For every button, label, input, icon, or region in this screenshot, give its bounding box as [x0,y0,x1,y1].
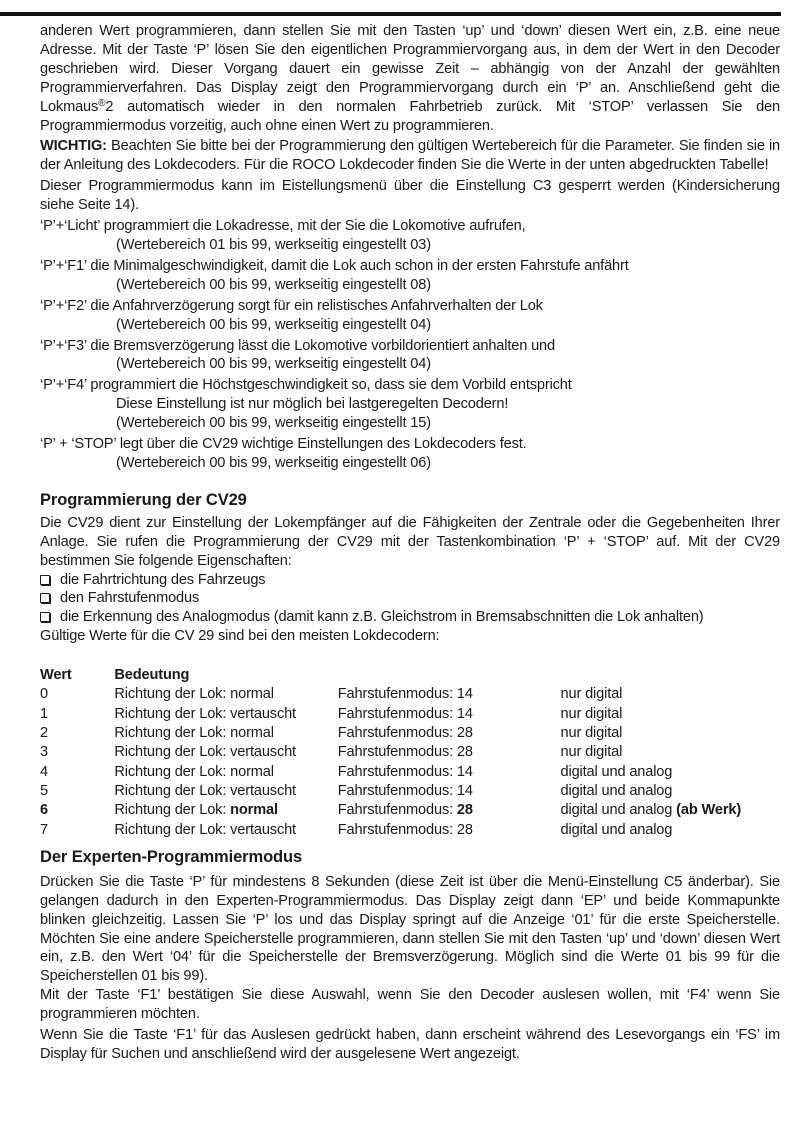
cv29-values-intro: Gültige Werte für die CV 29 sind bei den meisten Lokdecodern: [40,628,440,645]
section-heading-cv29: Programmierung der CV29 [40,490,247,509]
modus-value: digital und analog [560,802,677,819]
cell-modus [561,821,780,840]
key-combo-note: (Wertebereich 00 bis 99, werkseitig eingestellt 04) [116,356,431,373]
checklist-item-text: die Erkennung des Analogmodus (damit kann z.B. Gleichstrom in Bremsabschnitten die Lok anhalten) [60,609,704,626]
stufen-value: 14 [456,782,473,799]
stufen-value: 28 [456,821,473,838]
modus-value: nur digital [560,744,623,761]
checklist-item [40,571,780,590]
key-combo-list [40,217,780,473]
intro-paragraph [40,22,780,135]
key-combo-note: Diese Einstellung ist nur möglich bei lastgeregelten Decodern! [116,396,509,413]
checkbox-icon [40,593,50,603]
key-combo-note: (Wertebereich 00 bis 99, werkseitig eingestellt 04) [116,316,431,333]
modus-value: digital und analog [560,782,673,799]
cell-wert: 7 [40,821,48,838]
cell-wert: 2 [40,725,48,742]
stufen-label: Fahrstufenmodus: [337,705,457,722]
cell-modus [561,743,780,762]
richtung-value: vertauscht [230,821,296,838]
checkbox-icon [40,612,50,622]
modus-value: digital und analog [560,821,673,838]
checklist-item-text: den Fahrstufenmodus [60,590,200,607]
table-row-default [40,801,780,820]
stufen-label: Fahrstufenmodus: [337,763,457,780]
stufen-label: Fahrstufenmodus: [337,725,457,742]
key-combo-note: (Wertebereich 00 bis 99, werkseitig eingestellt 15) [116,415,431,432]
warning-label: WICHTIG: [40,138,107,155]
stufen-value: 14 [456,705,473,722]
key-combo-licht: ‘P’+‘Licht’ programmiert die Lokadresse, mit der Sie die Lokomotive aufrufen, [40,218,526,235]
column-header-empty [338,666,561,685]
richtung-label: Richtung der Lok: [114,782,231,799]
cell-fahrstufen [338,763,561,782]
cell-richtung [114,685,337,704]
stufen-value: 14 [456,763,473,780]
cell-fahrstufen [338,782,561,801]
key-combo-note: (Wertebereich 00 bis 99, werkseitig eingestellt 06) [116,454,431,471]
checklist-item-text: die Fahrtrichtung des Fahrzeugs [60,571,266,588]
table-row [40,763,780,782]
warning-paragraph [40,137,780,175]
column-header-wert: Wert [40,667,72,684]
richtung-label: Richtung der Lok: [114,725,231,742]
cell-fahrstufen [338,743,561,762]
table-row [40,743,780,762]
stufen-label: Fahrstufenmodus: [337,802,457,819]
cell-fahrstufen [338,821,561,840]
manual-page [40,22,780,1064]
cv29-checklist [40,571,780,628]
cv29-values-table [40,666,780,840]
cell-modus [561,685,780,704]
cell-wert: 1 [40,705,48,722]
cell-richtung [114,801,337,820]
cell-wert: 0 [40,686,48,703]
table-header-row [40,666,780,685]
modus-value: nur digital [560,686,623,703]
cell-modus [561,763,780,782]
table-row [40,685,780,704]
stufen-label: Fahrstufenmodus: [337,782,457,799]
key-combo-note: (Wertebereich 01 bis 99, werkseitig eingestellt 03) [116,236,431,253]
stufen-label: Fahrstufenmodus: [337,686,457,703]
cell-fahrstufen [338,801,561,820]
cell-modus [561,705,780,724]
warning-text: Beachten Sie bitte bei der Programmierung den gültigen Wertebereich für die Parameter. Sie finden sie in der Anleitung des Lokdecoders. Für die ROCO Lokdecoder finden Sie die Werte in der unten abgedruckten Tabelle! [40,138,780,174]
cell-wert: 6 [40,802,48,819]
key-combo-f2: ‘P’+‘F2’ die Anfahrverzögerung sorgt für ein relistisches Anfahrverhalten der Lok [40,297,543,314]
cell-richtung [114,724,337,743]
cell-modus [561,724,780,743]
cell-richtung [114,705,337,724]
section-heading-expert: Der Experten-Programmiermodus [40,847,303,866]
checklist-item [40,608,780,627]
checklist-item [40,589,780,608]
expert-paragraph-2: Mit der Taste ‘F1’ bestätigen Sie diese Auswahl, wenn Sie den Decoder auslesen wollen, mit ‘F4’ wenn Sie programmieren möchten. [40,987,780,1023]
stufen-label: Fahrstufenmodus: [337,744,457,761]
intro-text-b: 2 automatisch wieder in den normalen Fahrbetrieb zurück. Mit ‘STOP’ verlassen Sie den Programmiermodus vorzeitig, auch ohne einen Wert zu programmieren. [40,98,780,134]
table-row [40,821,780,840]
top-rule [0,12,781,16]
stufen-value: 14 [456,686,473,703]
factory-default-note: (ab Werk) [676,802,742,819]
richtung-value: vertauscht [230,782,296,799]
cell-wert: 4 [40,763,48,780]
richtung-label: Richtung der Lok: [114,763,231,780]
key-combo-f3: ‘P’+‘F3’ die Bremsverzögerung lässt die Lokomotive vorbildorientiert anhalten und [40,337,555,354]
stufen-label: Fahrstufenmodus: [337,821,457,838]
richtung-value: normal [230,802,278,819]
richtung-label: Richtung der Lok: [114,821,231,838]
cv29-intro: Die CV29 dient zur Einstellung der Lokempfänger auf die Fähigkeiten der Zentrale oder die Gegebenheiten Ihrer Anlage. Sie rufen die Programmierung der CV29 mit der Tastenkombination ‘P’ + ‘STOP’ auf. Mit der CV29 bestimmen Sie folgende Eigenschaften: [40,514,780,569]
modus-value: digital und analog [560,763,673,780]
cell-modus [561,801,780,820]
table-row [40,724,780,743]
stufen-value: 28 [456,802,473,819]
cell-richtung [114,763,337,782]
cell-wert: 5 [40,782,48,799]
stufen-value: 28 [456,725,473,742]
cell-fahrstufen [338,685,561,704]
expert-paragraph-3: Wenn Sie die Taste ‘F1’ für das Auslesen gedrückt haben, dann erscheint während des Lesevorgangs ein ‘FS’ im Display für Suchen und anschließend wird der ausgelesene Wert angezeigt. [40,1027,780,1063]
cell-fahrstufen [338,724,561,743]
cell-richtung [114,821,337,840]
key-combo-stop: ‘P’ + ‘STOP’ legt über die CV29 wichtige Einstellungen des Lokdecoders fest. [40,436,527,453]
modus-value: nur digital [560,725,623,742]
cell-wert: 3 [40,744,48,761]
key-combo-f4: ‘P’+‘F4’ programmiert die Höchstgeschwindigkeit so, dass sie dem Vorbild entspricht [40,377,572,394]
richtung-label: Richtung der Lok: [114,744,231,761]
key-combo-f1: ‘P’+‘F1’ die Minimalgeschwindigkeit, damit die Lok auch schon in der ersten Fahrstufe anfährt [40,257,629,274]
column-header-empty [561,666,780,685]
stufen-value: 28 [456,744,473,761]
lock-note: Dieser Programmiermodus kann im Eistellungsmenü über die Einstellung C3 gesperrt werden (Kindersicherung siehe Seite 14). [40,178,780,214]
cell-fahrstufen [338,705,561,724]
checkbox-icon [40,575,50,585]
richtung-value: vertauscht [230,705,296,722]
richtung-value: normal [230,725,274,742]
richtung-value: normal [230,763,274,780]
richtung-label: Richtung der Lok: [114,705,231,722]
cell-richtung [114,743,337,762]
key-combo-note: (Wertebereich 00 bis 99, werkseitig eingestellt 08) [116,276,431,293]
column-header-bedeutung: Bedeutung [114,667,190,684]
cell-modus [561,782,780,801]
cell-richtung [114,782,337,801]
richtung-value: normal [230,686,274,703]
table-row [40,705,780,724]
richtung-value: vertauscht [230,744,296,761]
registered-mark: ® [98,97,106,109]
richtung-label: Richtung der Lok: [114,802,231,819]
expert-paragraph-1: Drücken Sie die Taste ‘P’ für mindestens 8 Sekunden (diese Zeit ist über die Menü-Einstellung C5 änderbar). Sie gelangen dadurch in den Experten-Programmiermodus. Das Display zeigt dann ‘EP’ und beide Kommapunkte blinken gleichzeitig. Lassen Sie ‘P’ los und das Display springt auf die Anzeige ‘01’ für die erste Speicherstelle. Möchten Sie eine andere Speicherstelle programmieren, dann stellen Sie mit den Tasten ‘up’ und ‘down’ diesen Wert ein, z.B. den Wert ‘04’ für die Speicherstelle der Bremsverzögerung. Möglich sind die Werte 01 bis 99 für die Speicherstellen 01 bis 99). [40,873,780,985]
richtung-label: Richtung der Lok: [114,686,231,703]
table-row [40,782,780,801]
modus-value: nur digital [560,705,623,722]
intro-text-a: anderen Wert programmieren, dann stellen Sie mit den Tasten ‘up’ und ‘down’ diesen Wert ein, z.B. eine neue Adresse. Mit der Taste ‘P’ lösen Sie den eigentlichen Programmiervorgang aus, in dem der Wert in den Decoder geschrieben wird. Dieser Vorgang dauert ein gewisse Zeit – abhängig von der Anzahl der gewählten Programmierverfahren. Das Display zeigt den Programmiervorgang durch ein ‘P’ an. Anschließend geht die Lokmaus [40,23,780,115]
